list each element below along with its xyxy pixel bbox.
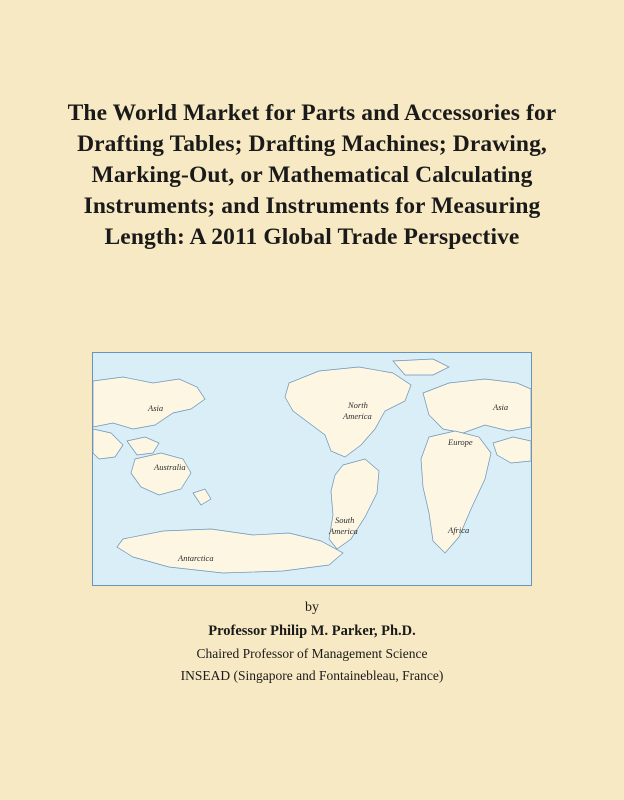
map-label-antarctica: Antarctica bbox=[178, 553, 214, 563]
title-block bbox=[52, 98, 572, 253]
map-label-america-north: America bbox=[343, 411, 372, 421]
world-map-svg bbox=[93, 353, 531, 585]
by-label: by bbox=[305, 600, 319, 615]
byline-block bbox=[52, 598, 572, 686]
map-label-asia-right: Asia bbox=[493, 402, 509, 412]
landmass-asia-right bbox=[423, 379, 531, 433]
author-title: Chaired Professor of Management Science bbox=[196, 646, 428, 661]
world-map bbox=[92, 352, 532, 586]
map-label-asia-left: Asia bbox=[148, 403, 164, 413]
map-label-north: North bbox=[348, 400, 368, 410]
map-label-america-south: America bbox=[329, 526, 358, 536]
map-label-africa: Africa bbox=[448, 525, 470, 535]
map-label-south: South bbox=[335, 515, 355, 525]
map-label-europe: Europe bbox=[448, 437, 473, 447]
page-title: The World Market for Parts and Accessories for Drafting Tables; Drafting Machines; Drawing, Marking-Out, or Mathematical Calculating Instruments; and Instruments for Measuring Length: A 2011 Global Trade Perspective bbox=[67, 100, 557, 250]
author-institution: INSEAD (Singapore and Fontainebleau, France) bbox=[180, 668, 444, 683]
author-name: Professor Philip M. Parker, Ph.D. bbox=[208, 623, 416, 639]
map-label-australia: Australia bbox=[154, 462, 186, 472]
